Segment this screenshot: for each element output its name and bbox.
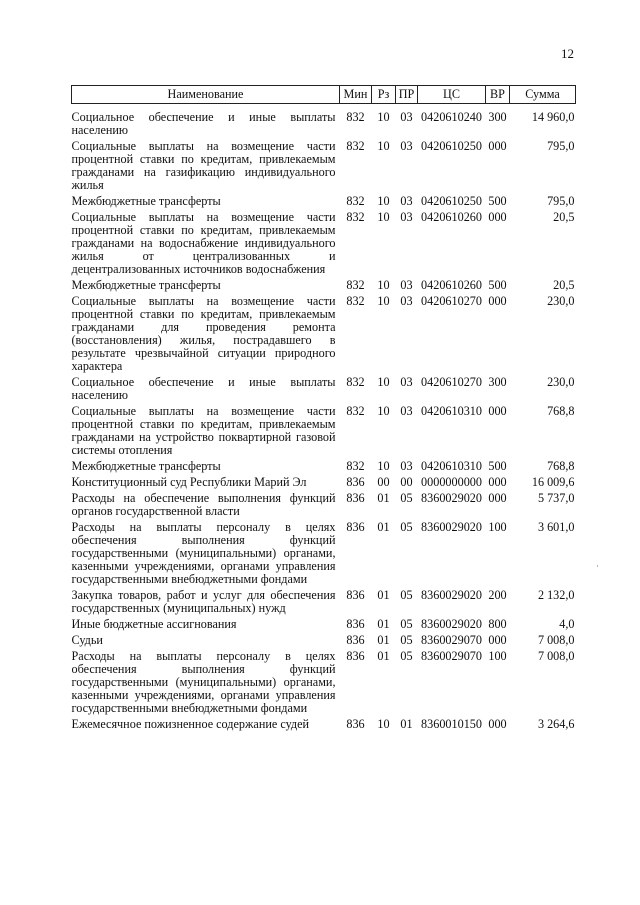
row-cs: 0420610260 [421,278,482,292]
row-vr: 300 [488,375,507,389]
row-cs: 8360029020 [421,588,482,602]
row-min: 836 [346,475,365,489]
table-row [72,405,576,460]
row-min: 832 [346,375,365,389]
row-name: Закупка товаров, работ и услуг для обеспечения государственных (муниципальных) нужд [71,588,336,615]
row-name: Социальные выплаты на возмещение части процентной ставки по кредитам, привлекаемым гражданами на газификацию индивидуального жилья [71,139,336,192]
row-cs: 0420610310 [421,404,482,418]
table-row [72,492,576,521]
row-pr: 05 [400,649,413,663]
row-vr: 300 [488,110,507,124]
row-min: 832 [346,210,365,224]
row-rz: 01 [377,520,390,534]
row-vr: 100 [488,649,507,663]
row-cs: 8360029020 [421,491,482,505]
scan-mark: · [596,561,599,571]
row-min: 836 [346,717,365,731]
row-pr: 03 [400,110,413,124]
row-rz: 10 [377,404,390,418]
row-vr: 000 [488,139,507,153]
row-name: Расходы на выплаты персоналу в целях обеспечения выполнения функций государственными (муниципальными) органами, казенными учреждениями, органами управления государственными внебюджетными фондами [71,649,336,715]
row-cs: 0420610250 [421,194,482,208]
header-pr: ПР [396,86,418,104]
row-sum: 795,0 [547,194,575,208]
row-min: 832 [346,459,365,473]
row-vr: 800 [488,617,507,631]
row-rz: 10 [377,717,390,731]
table-row [72,195,576,211]
row-min: 832 [346,404,365,418]
row-sum: 5 737,0 [537,491,575,505]
table-row [72,521,576,589]
row-sum: 230,0 [547,294,575,308]
row-name: Расходы на выплаты персоналу в целях обеспечения выполнения функций государственными (муниципальными) органами, казенными учреждениями, органами управления государственными внебюджетными фондами [71,520,336,586]
row-rz: 01 [377,649,390,663]
row-min: 836 [346,520,365,534]
row-cs: 8360010150 [421,717,482,731]
row-cs: 8360029070 [421,633,482,647]
row-rz: 01 [377,633,390,647]
row-name: Социальное обеспечение и иные выплаты населению [71,375,336,402]
row-vr: 100 [488,520,507,534]
row-vr: 000 [488,717,507,731]
row-vr: 000 [488,294,507,308]
row-sum: 7 008,0 [537,649,575,663]
row-name: Судьи [71,633,103,647]
row-pr: 00 [400,475,413,489]
row-rz: 10 [377,294,390,308]
page-number: 12 [561,46,574,61]
row-pr: 05 [400,491,413,505]
row-pr: 05 [400,520,413,534]
row-vr: 000 [488,210,507,224]
row-min: 832 [346,194,365,208]
row-name: Межбюджетные трансферты [71,278,221,292]
row-name: Иные бюджетные ассигнования [71,617,237,631]
row-min: 836 [346,617,365,631]
row-cs: 8360029020 [421,617,482,631]
table-row [72,140,576,195]
row-rz: 10 [377,139,390,153]
row-vr: 500 [488,459,507,473]
row-sum: 2 132,0 [537,588,575,602]
row-vr: 000 [488,475,507,489]
row-cs: 8360029070 [421,649,482,663]
row-sum: 768,8 [547,404,575,418]
row-sum: 3 264,6 [537,717,575,731]
row-name: Межбюджетные трансферты [71,194,221,208]
row-rz: 10 [377,278,390,292]
row-vr: 000 [488,491,507,505]
row-sum: 4,0 [559,617,575,631]
row-pr: 03 [400,194,413,208]
row-sum: 768,8 [547,459,575,473]
row-name: Расходы на обеспечение выполнения функций органов государственной власти [71,491,336,518]
row-cs: 0420610270 [421,375,482,389]
row-cs: 0420610250 [421,139,482,153]
table-row [72,295,576,376]
row-sum: 230,0 [547,375,575,389]
row-pr: 03 [400,278,413,292]
table-row [72,104,576,141]
row-sum: 795,0 [547,139,575,153]
row-rz: 01 [377,617,390,631]
row-sum: 3 601,0 [537,520,575,534]
row-rz: 10 [377,110,390,124]
row-name: Социальные выплаты на возмещение части процентной ставки по кредитам, привлекаемым гражданами для проведения ремонта (восстановления) жилья, пострадавшего в результате чрезвычайной ситуации природного характера [71,294,336,373]
row-rz: 10 [377,210,390,224]
header-rz: Рз [372,86,396,104]
row-sum: 16 009,6 [531,475,575,489]
row-rz: 10 [377,375,390,389]
table-row [72,634,576,650]
row-sum: 20,5 [553,278,575,292]
table-row [72,618,576,634]
row-sum: 7 008,0 [537,633,575,647]
row-pr: 03 [400,404,413,418]
row-min: 836 [346,588,365,602]
row-cs: 0420610260 [421,210,482,224]
row-pr: 05 [400,633,413,647]
header-min: Мин [340,86,372,104]
row-vr: 500 [488,194,507,208]
row-pr: 05 [400,617,413,631]
row-name: Конституционный суд Республики Марий Эл [71,475,307,489]
header-sum: Сумма [510,86,576,104]
row-cs: 0420610270 [421,294,482,308]
row-cs: 8360029020 [421,520,482,534]
row-min: 836 [346,633,365,647]
table-row [72,476,576,492]
row-sum: 14 960,0 [531,110,575,124]
row-name: Социальные выплаты на возмещение части процентной ставки по кредитам, привлекаемым гражданами на водоснабжение индивидуального жилья от централизованных и децентрализованных источников водоснабжения [71,210,336,276]
row-name: Социальные выплаты на возмещение части процентной ставки по кредитам, привлекаемым гражданами на устройство поквартирной газовой системы отопления [71,404,336,457]
row-vr: 200 [488,588,507,602]
row-rz: 00 [377,475,390,489]
header-vr: ВР [486,86,510,104]
budget-table [71,85,576,734]
table-row [72,376,576,405]
row-pr: 03 [400,459,413,473]
table-header-row [72,86,576,104]
row-sum: 20,5 [553,210,575,224]
row-rz: 10 [377,194,390,208]
row-name: Ежемесячное пожизненное содержание судей [71,717,310,731]
row-cs: 0000000000 [421,475,482,489]
row-pr: 05 [400,588,413,602]
table-row [72,460,576,476]
table-row [72,211,576,279]
row-vr: 000 [488,404,507,418]
table-row [72,279,576,295]
header-cs: ЦС [418,86,486,104]
row-min: 836 [346,649,365,663]
row-rz: 01 [377,588,390,602]
row-min: 832 [346,139,365,153]
row-min: 836 [346,491,365,505]
table-row [72,650,576,718]
row-cs: 0420610240 [421,110,482,124]
row-vr: 500 [488,278,507,292]
row-pr: 03 [400,210,413,224]
row-min: 832 [346,294,365,308]
table-row [72,589,576,618]
row-rz: 01 [377,491,390,505]
row-pr: 03 [400,375,413,389]
table-row [72,718,576,734]
row-pr: 01 [400,717,413,731]
row-min: 832 [346,110,365,124]
row-vr: 000 [488,633,507,647]
row-pr: 03 [400,139,413,153]
row-pr: 03 [400,294,413,308]
row-min: 832 [346,278,365,292]
row-cs: 0420610310 [421,459,482,473]
row-rz: 10 [377,459,390,473]
header-name: Наименование [72,86,340,104]
row-name: Социальное обеспечение и иные выплаты населению [71,110,336,137]
row-name: Межбюджетные трансферты [71,459,221,473]
